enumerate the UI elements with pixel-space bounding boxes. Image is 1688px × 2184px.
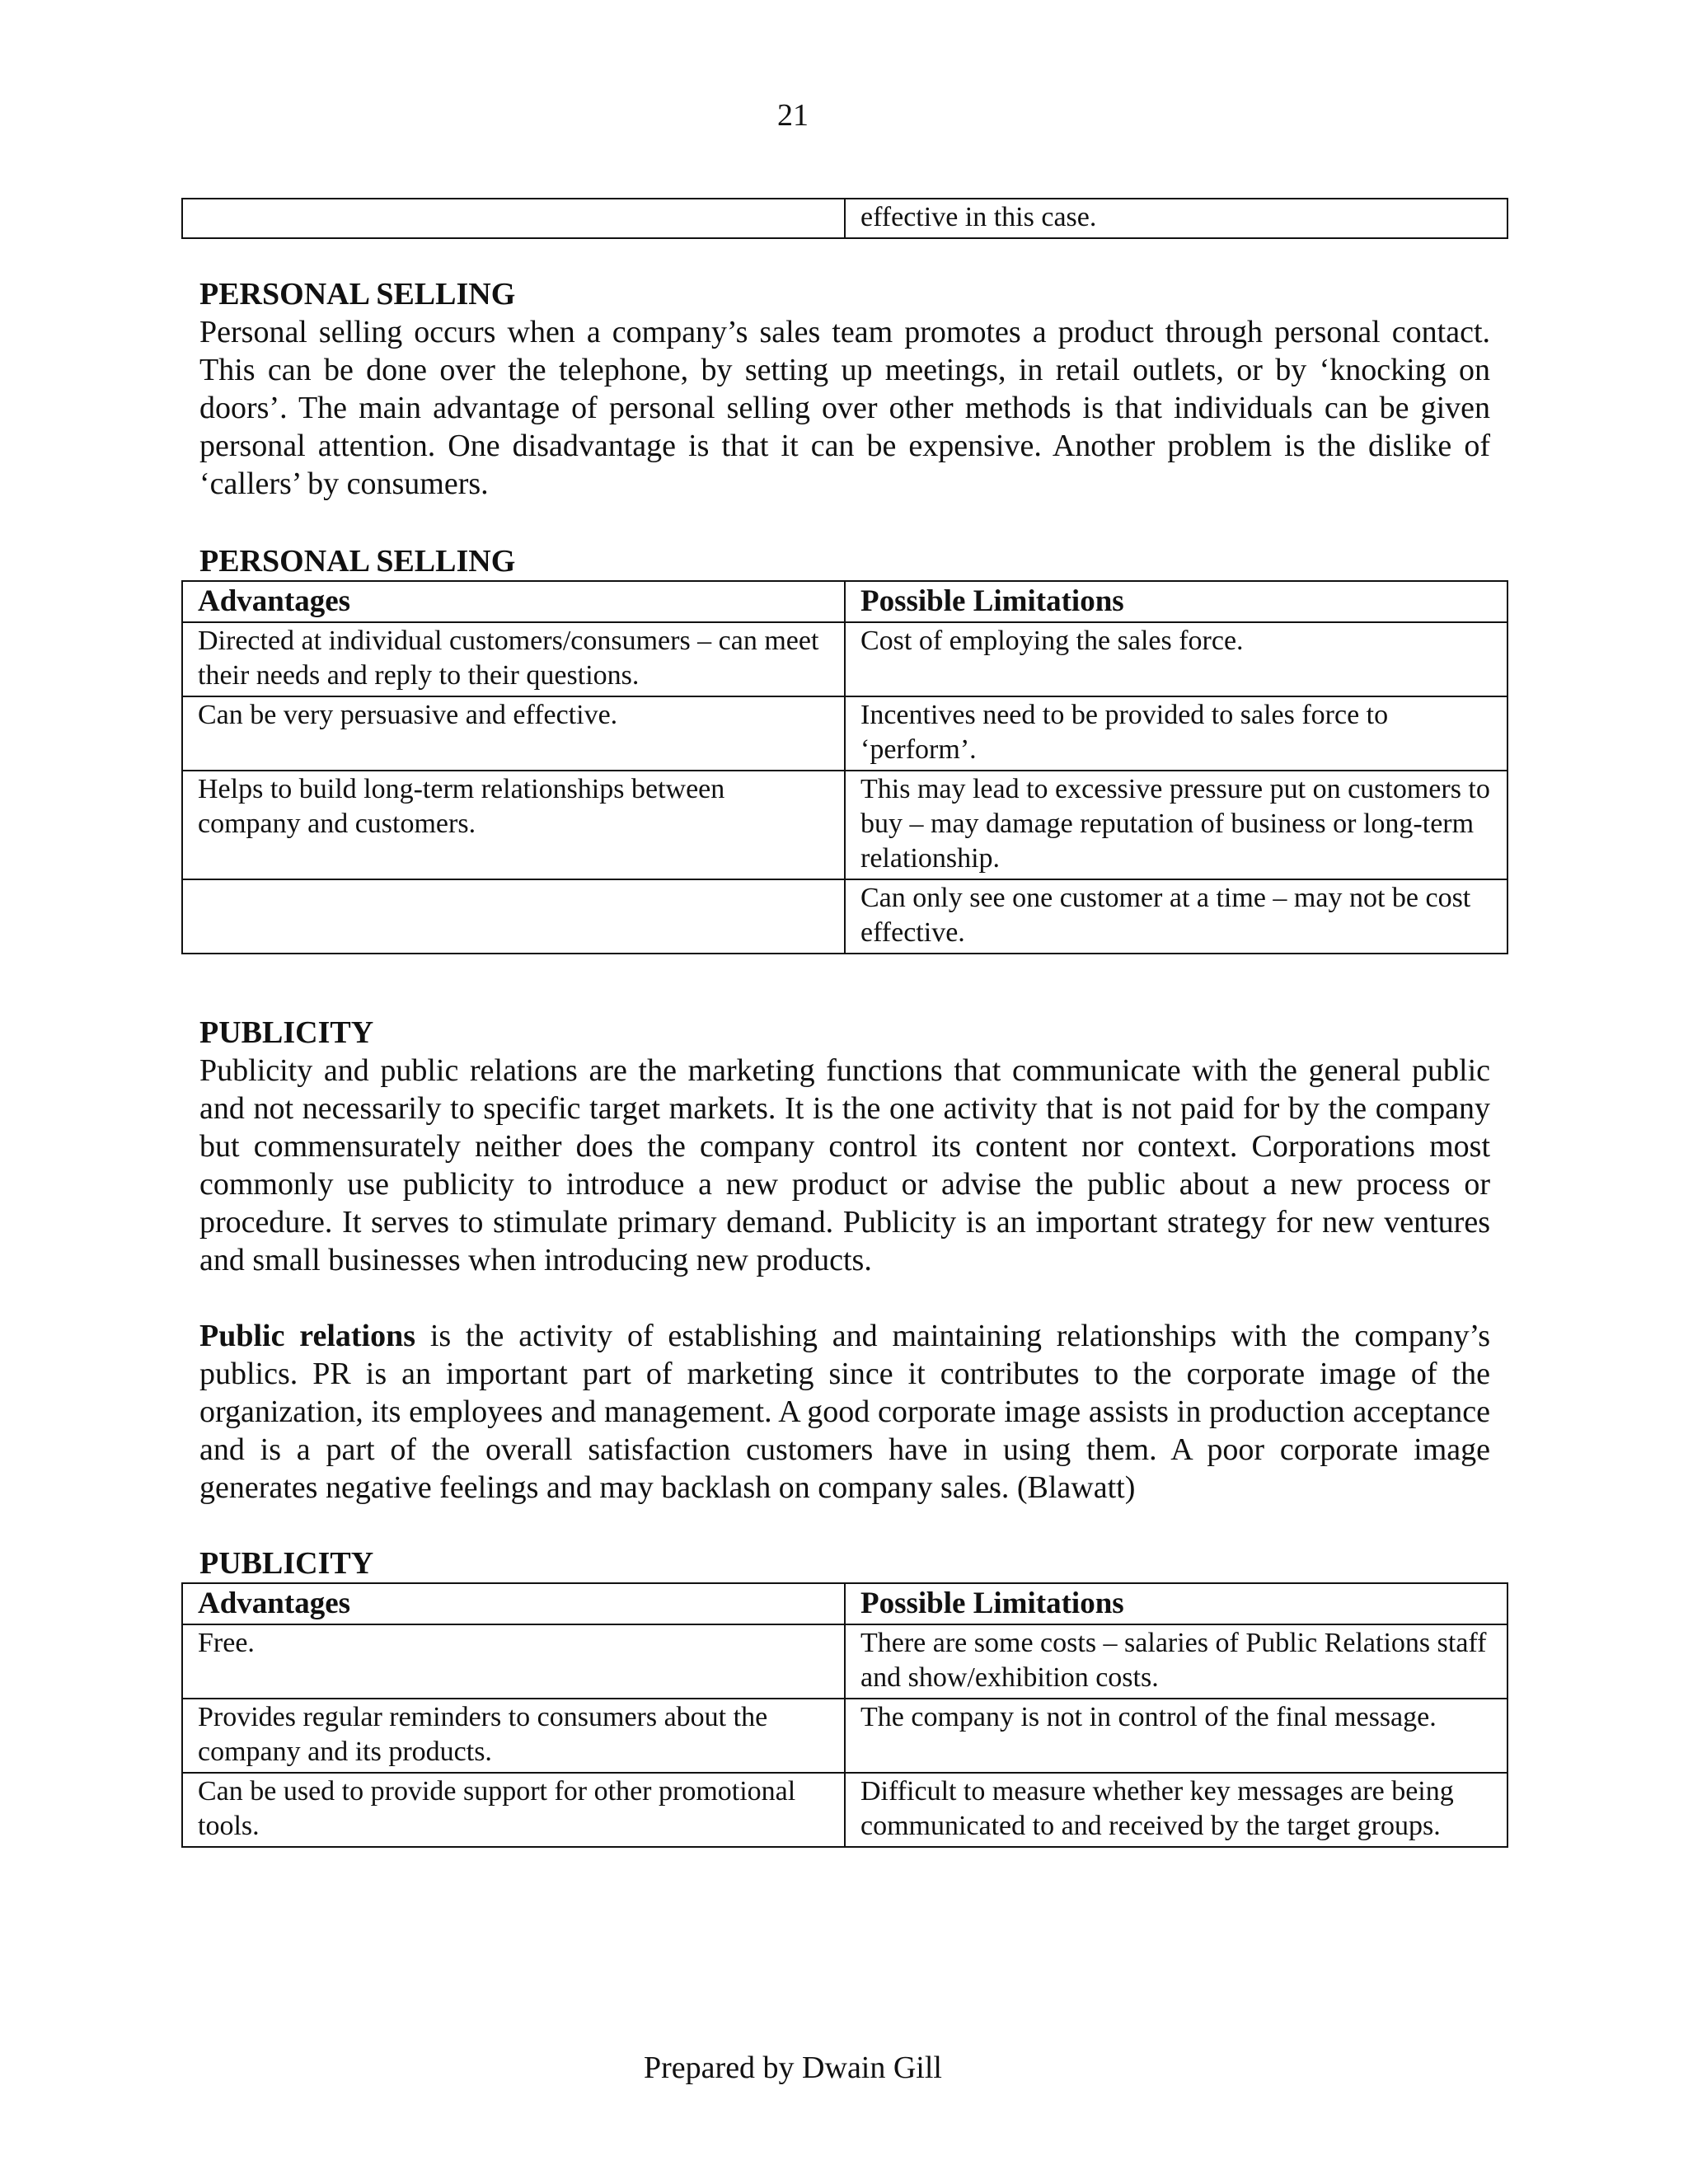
table-cell: effective in this case. — [845, 199, 1507, 238]
table-cell — [182, 879, 845, 954]
table-cell: Helps to build long-term relationships between company and customers. — [182, 771, 845, 879]
table-row — [182, 199, 1507, 238]
table-cell: Can be used to provide support for other promotional tools. — [182, 1773, 845, 1847]
section-heading: PUBLICITY — [199, 1015, 374, 1050]
table-row — [182, 696, 1507, 771]
table-title: PUBLICITY — [199, 1546, 374, 1581]
table-row — [182, 1624, 1507, 1699]
table-cell: Incentives need to be provided to sales force to ‘perform’. — [845, 696, 1507, 771]
section-heading: PERSONAL SELLING — [199, 277, 516, 312]
publicity-paragraph: Publicity and public relations are the marketing functions that communicate with the general public and not necessarily to specific target markets. It is the one activity that is not paid for by the company but commensurately neither does the company control its content nor context. Corporations most commonly use publicity to introduce a new product or advise the public about a new process or procedure. It serves to stimulate primary demand. Publicity is an important strategy for new ventures and small businesses when introducing new products. — [199, 1053, 1490, 1277]
table-row — [182, 1699, 1507, 1773]
public-relations-lead: Public relations — [199, 1319, 416, 1353]
page-number: 21 — [777, 98, 809, 133]
public-relations-text: is the activity of establishing and maintaining relationships with the company’s publics. PR is an important part of marketing since it contributes to the corporate image of the organization, its employees and management. A good corporate image assists in production acceptance and is a part of the overall satisfaction customers have in using them. A poor corporate image generates negative feelings and may backlash on company sales. (Blawatt) — [199, 1319, 1491, 1505]
personal-selling-table-block — [181, 542, 1508, 954]
table-cell: Difficult to measure whether key messages are being communicated to and received by the target groups. — [845, 1773, 1507, 1847]
publicity-section — [181, 1014, 1508, 1507]
table-cell: Free. — [182, 1624, 845, 1699]
page-footer: Prepared by Dwain Gill — [644, 2050, 942, 2085]
table-cell: The company is not in control of the final message. — [845, 1699, 1507, 1773]
personal-selling-table — [181, 580, 1508, 954]
table-cell — [182, 199, 845, 238]
publicity-table — [181, 1582, 1508, 1848]
table-cell: Cost of employing the sales force. — [845, 622, 1507, 696]
table-cell: There are some costs – salaries of Public Relations staff and show/exhibition costs. — [845, 1624, 1507, 1699]
personal-selling-paragraph: Personal selling occurs when a company’s sales team promotes a product through personal contact. This can be done over the telephone, by setting up meetings, in retail outlets, or by ‘knocking on doors’. The main advantage of personal selling over other methods is that individuals can be given personal attention. One disadvantage is that it can be expensive. Another problem is the dislike of ‘callers’ by consumers. — [199, 315, 1490, 501]
personal-selling-section — [181, 275, 1508, 503]
column-header-limitations: Possible Limitations — [845, 581, 1507, 622]
column-header-advantages: Advantages — [182, 1583, 845, 1624]
table-title: PERSONAL SELLING — [199, 544, 516, 579]
table-header-row — [182, 581, 1507, 622]
continuation-table — [181, 198, 1508, 239]
publicity-table-block — [181, 1544, 1508, 1848]
column-header-advantages: Advantages — [182, 581, 845, 622]
table-row — [182, 1773, 1507, 1847]
column-header-limitations: Possible Limitations — [845, 1583, 1507, 1624]
table-cell: Provides regular reminders to consumers about the company and its products. — [182, 1699, 845, 1773]
table-cell: Directed at individual customers/consumers – can meet their needs and reply to their questions. — [182, 622, 845, 696]
continuation-table-block — [181, 198, 1508, 239]
table-row — [182, 622, 1507, 696]
table-cell: This may lead to excessive pressure put on customers to buy – may damage reputation of business or long-term relationship. — [845, 771, 1507, 879]
table-header-row — [182, 1583, 1507, 1624]
table-cell: Can be very persuasive and effective. — [182, 696, 845, 771]
table-row — [182, 879, 1507, 954]
table-row — [182, 771, 1507, 879]
table-cell: Can only see one customer at a time – may not be cost effective. — [845, 879, 1507, 954]
public-relations-paragraph — [181, 1317, 1508, 1507]
